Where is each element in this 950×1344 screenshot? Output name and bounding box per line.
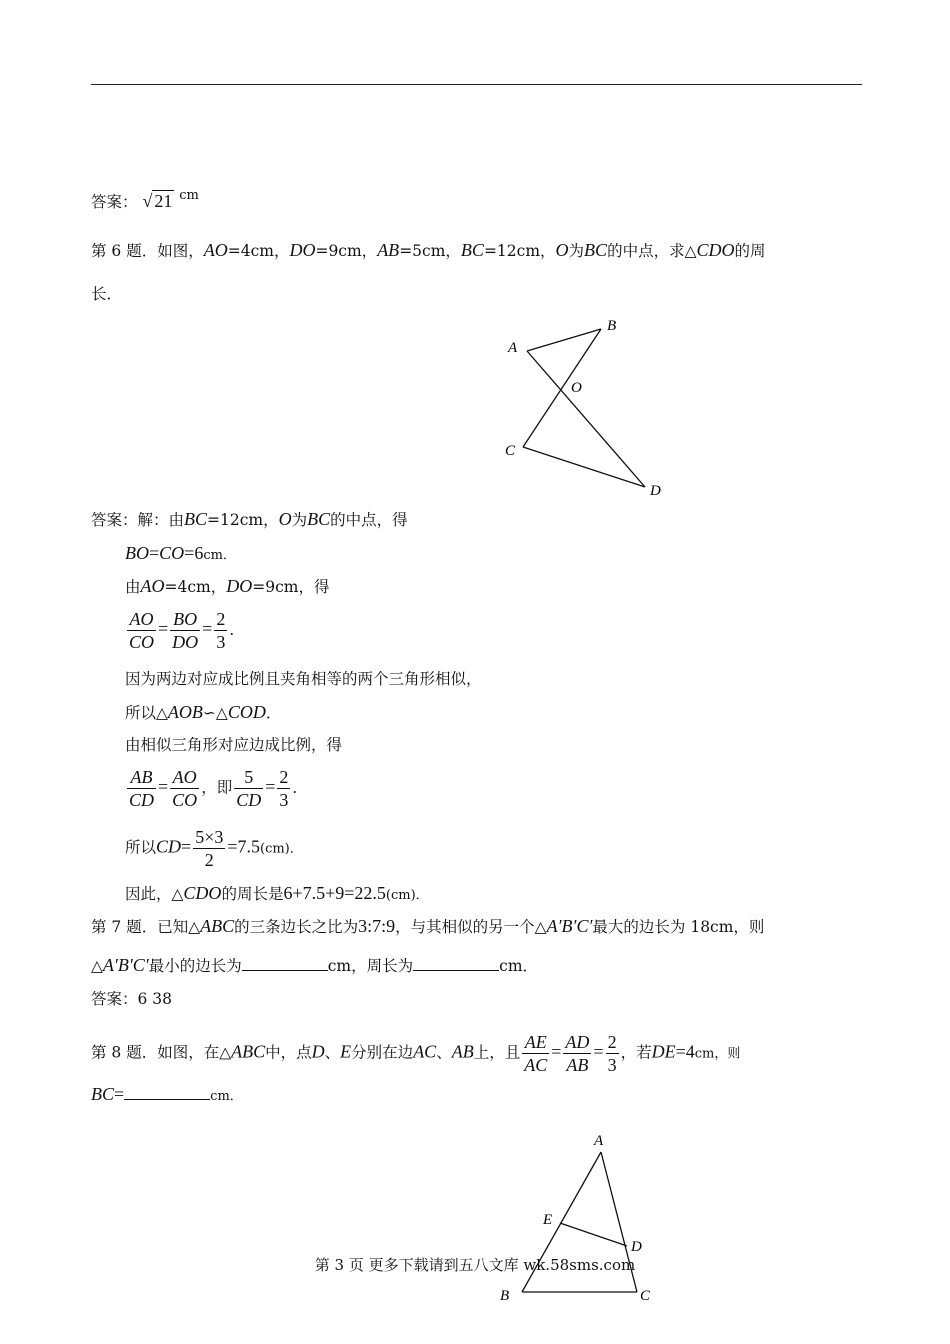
solution-6-line4: $\frac{AO}{CO}$ = $\frac{BO}{DO}$ = $\frac{2}{3}$ ． xyxy=(129,609,245,652)
label-c: C xyxy=(505,443,516,459)
question-7-line2: △A′B′C′最小的边长为 cm，周长为 cm． xyxy=(91,955,539,975)
sqrt-expression: √ 21 xyxy=(142,191,173,211)
label-a: A xyxy=(508,340,518,356)
solution-6-line5: 因为两边对应成比例且夹角相等的两个三角形相似， xyxy=(125,670,482,688)
label-b: B xyxy=(607,318,617,334)
solution-6-line6: 所以△AOB∽△COD． xyxy=(125,702,282,722)
answer-5: 答案： √ 21 $^{cm}$ xyxy=(91,188,199,211)
solution-6-line9: 所以CD= $\frac{5\times 3}{2}$ =7.5(cm)． xyxy=(125,827,303,870)
answer-7: 答案：6 38 xyxy=(91,990,173,1008)
blank-perimeter[interactable] xyxy=(413,956,499,971)
segment-ad xyxy=(527,351,645,487)
figure-2 xyxy=(490,1128,670,1308)
segment-cd xyxy=(523,447,645,487)
solution-6-line8: $\frac{AB}{CD}$ = $\frac{AO}{CO}$ ，即 $\frac{5}{CD}$ = $\frac{2}{3}$ ． xyxy=(129,767,308,810)
header-rule xyxy=(91,84,862,85)
solution-6-line3: 由AO=4cm，DO=9cm，得 xyxy=(125,576,330,596)
question-6-line2: 长． xyxy=(91,285,123,303)
label-d-2: D xyxy=(631,1239,642,1255)
page-footer: 第 3 页 更多下载请到五八文库 wk.58sms.com xyxy=(314,1256,636,1274)
blank-bc[interactable] xyxy=(124,1085,210,1100)
label-b-2: B xyxy=(500,1288,510,1304)
label-o: O xyxy=(571,380,582,396)
label-c-2: C xyxy=(640,1288,651,1304)
solution-6-line2: BO=CO=6cm． xyxy=(125,543,236,563)
label-a-2: A xyxy=(594,1133,604,1149)
segment-ab xyxy=(527,329,601,351)
question-6: 第 6 题．如图，AO=4cm，DO=9cm，AB=5cm，BC=12cm，O为BC的中点，求△CDO的周 xyxy=(91,240,766,260)
blank-min-side[interactable] xyxy=(242,956,328,971)
question-8: 第 8 题．如图，在△ABC中，点D、E分别在边AC、AB上，且 $\frac{AE}{AC}$ = $\frac{AD}{AB}$ = $\frac{2}{3}$ ，若DE=4cm，则 xyxy=(91,1032,741,1075)
question-8-line2: BC= cm． xyxy=(91,1084,243,1104)
label-d: D xyxy=(650,483,661,499)
segment-bc xyxy=(523,329,601,447)
label-e-2: E xyxy=(543,1212,553,1228)
solution-6-line7: 由相似三角形对应边成比例，得 xyxy=(125,736,343,754)
solution-6-line10: 因此，△CDO的周长是6+7.5+9=22.5(cm)． xyxy=(125,883,429,903)
figure-1 xyxy=(490,310,680,500)
segment-ed-2 xyxy=(560,1223,627,1246)
solution-6-line1: 答案：解：由BC=12cm，O为BC的中点，得 xyxy=(91,509,408,529)
question-7: 第 7 题．已知△ABC的三条边长之比为3:7:9，与其相似的另一个△A′B′C′最大的边长为 18cm，则 xyxy=(91,916,765,936)
